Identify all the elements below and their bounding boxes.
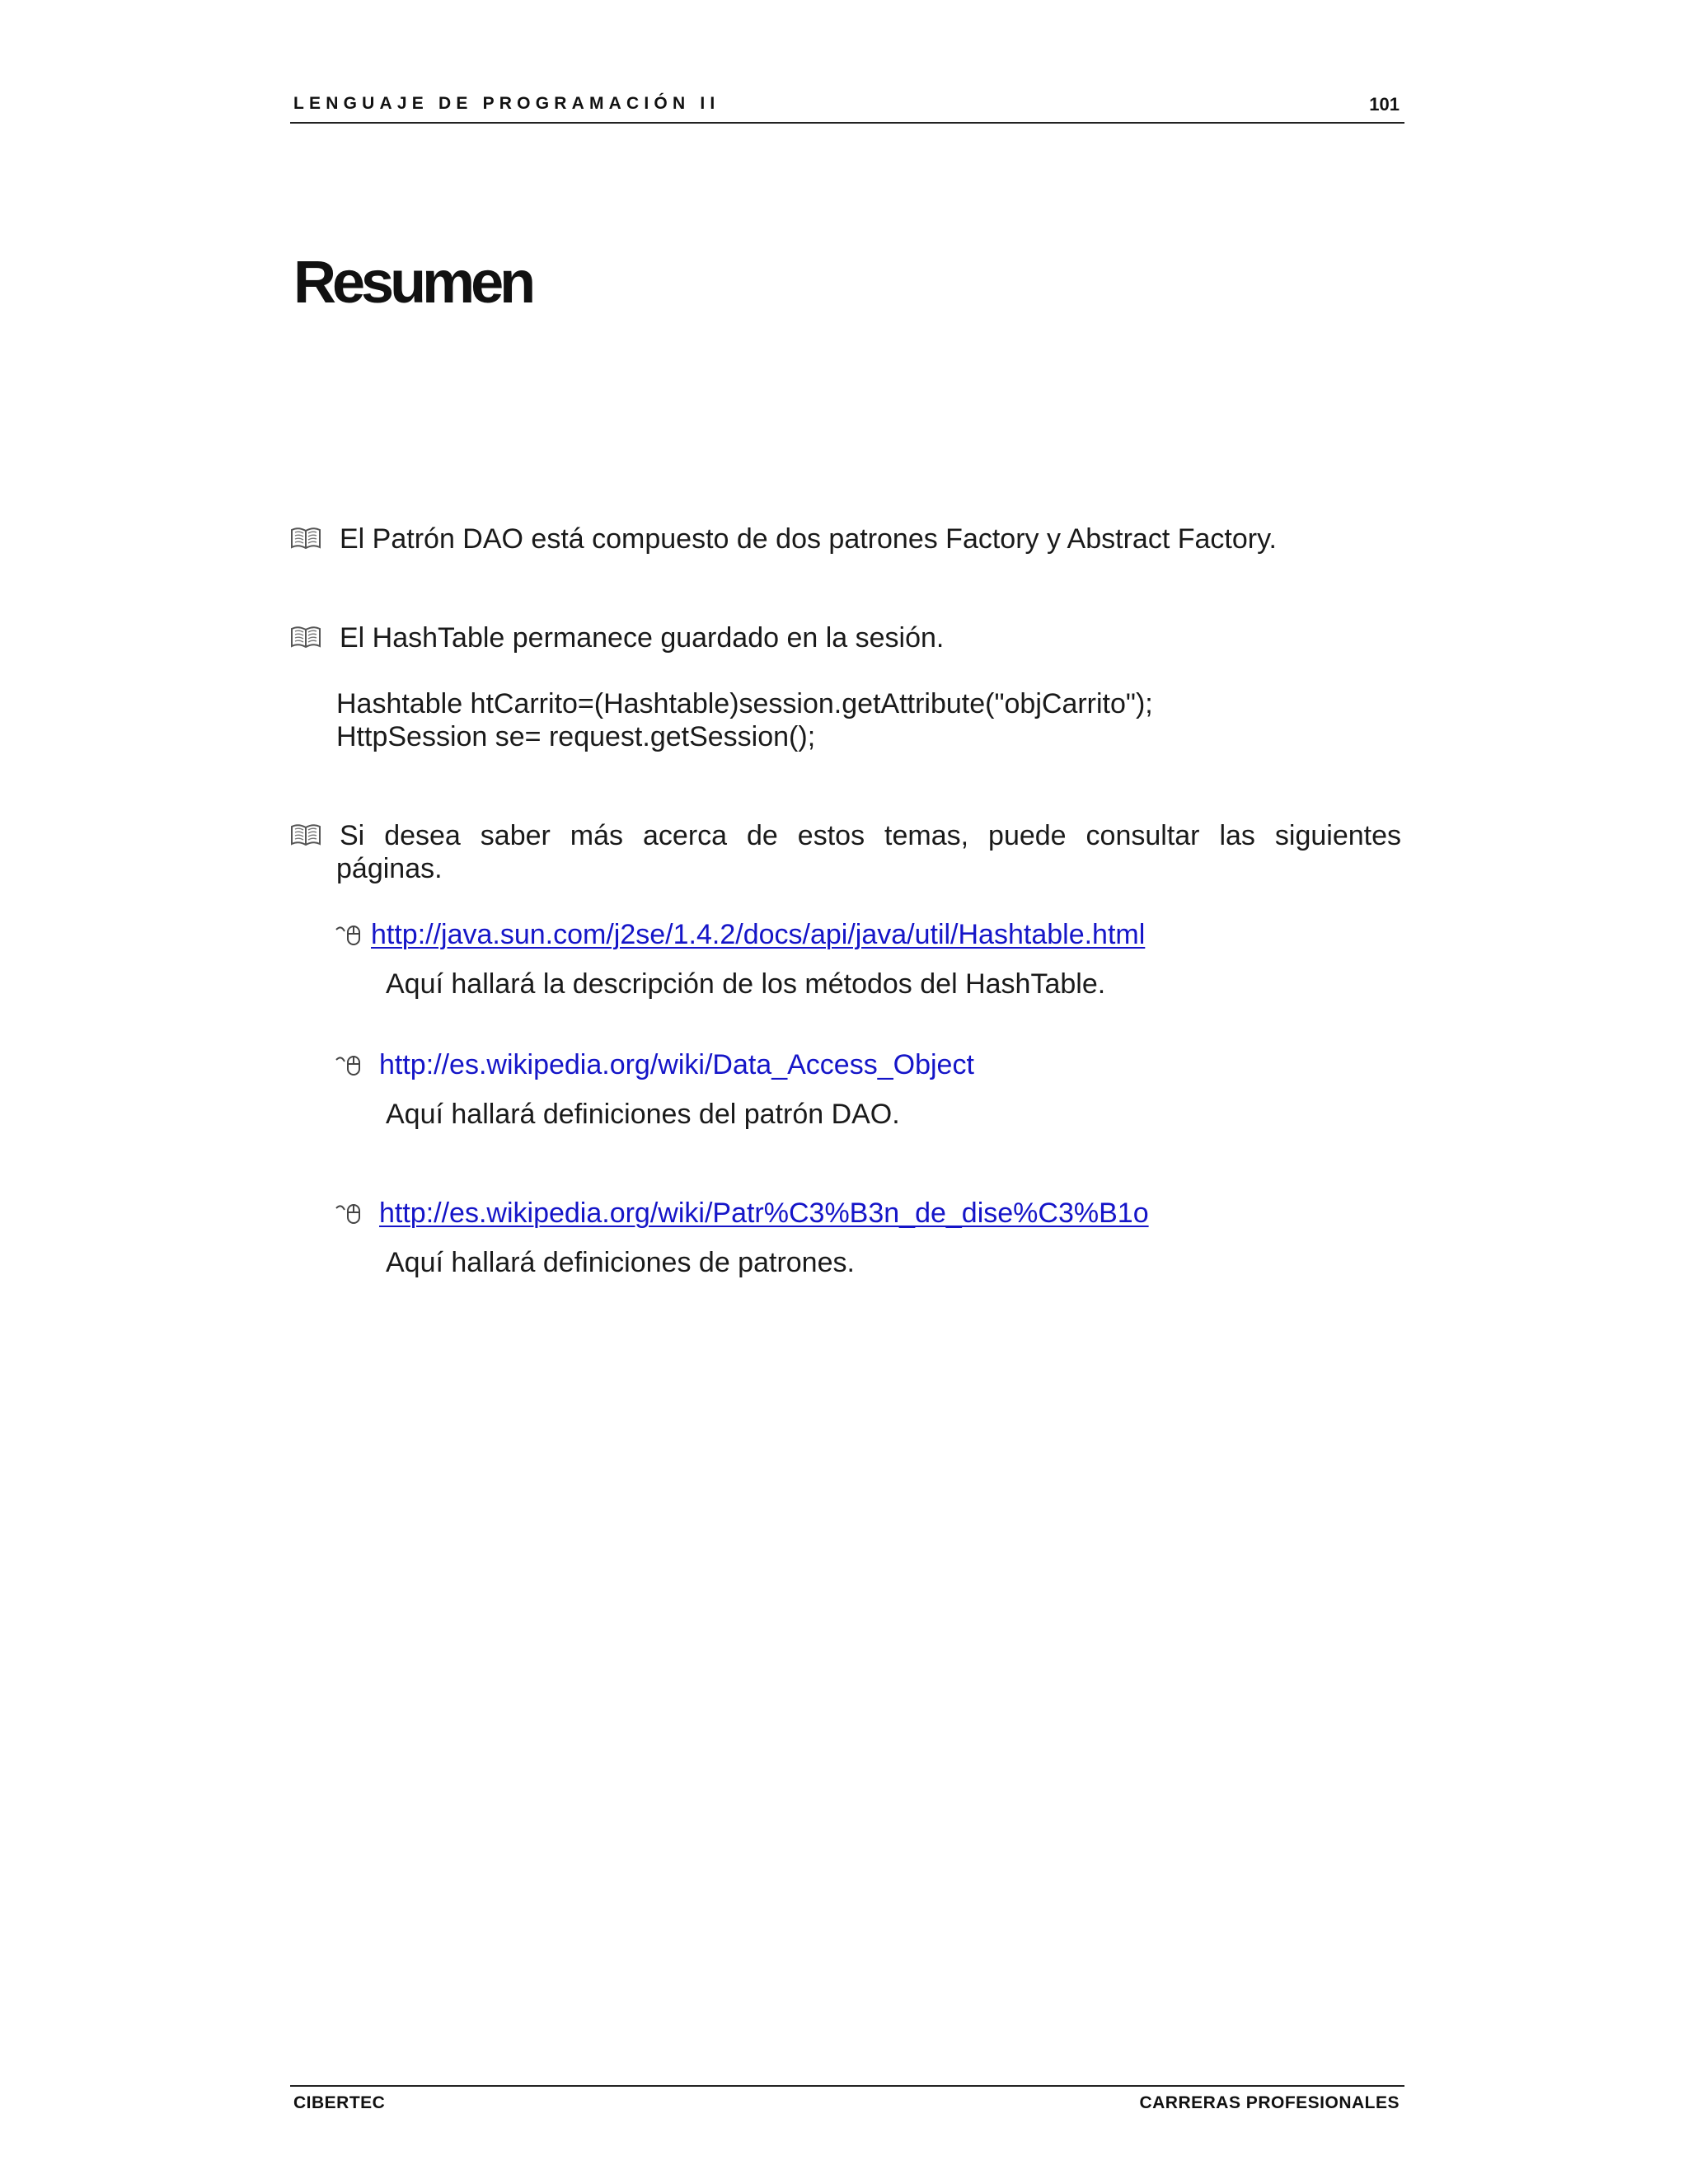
open-book-icon	[290, 526, 321, 551]
bullet-text: Si desea saber más acerca de estos temas, puede consultar las siguientes	[340, 820, 1401, 851]
page-number: 101	[1369, 94, 1400, 115]
open-book-icon	[290, 625, 321, 649]
code-line: HttpSession se= request.getSession();	[336, 721, 816, 752]
mouse-icon	[335, 1052, 364, 1078]
bullet-text: El HashTable permanece guardado en la sesión.	[340, 622, 945, 654]
footer-institution: CIBERTEC	[293, 2093, 386, 2112]
hashtable-docs-link[interactable]: http://java.sun.com/j2se/1.4.2/docs/api/java/util/Hashtable.html	[371, 919, 1146, 950]
link-description: Aquí hallará definiciones de patrones.	[386, 1247, 855, 1278]
mouse-icon	[335, 1200, 364, 1226]
link-description: Aquí hallará definiciones del patrón DAO.	[386, 1099, 900, 1130]
bullet-text-continued: páginas.	[336, 853, 443, 884]
page-footer	[290, 2085, 1404, 2120]
link-description: Aquí hallará la descripción de los métodos del HashTable.	[386, 968, 1106, 1000]
bullet-text: El Patrón DAO está compuesto de dos patrones Factory y Abstract Factory.	[340, 523, 1277, 555]
open-book-icon	[290, 823, 321, 847]
page-title: Resumen	[293, 250, 532, 316]
header-title: LENGUAJE DE PROGRAMACIÓN II	[293, 94, 720, 113]
page-header	[290, 92, 1404, 124]
footer-program: CARRERAS PROFESIONALES	[1139, 2093, 1400, 2112]
code-line: Hashtable htCarrito=(Hashtable)session.getAttribute("objCarrito");	[336, 688, 1153, 719]
mouse-icon	[335, 921, 364, 948]
design-patterns-wikipedia-link[interactable]: http://es.wikipedia.org/wiki/Patr%C3%B3n_de_dise%C3%B1o	[379, 1197, 1149, 1229]
dao-wikipedia-link[interactable]: http://es.wikipedia.org/wiki/Data_Access_Object	[379, 1049, 974, 1080]
